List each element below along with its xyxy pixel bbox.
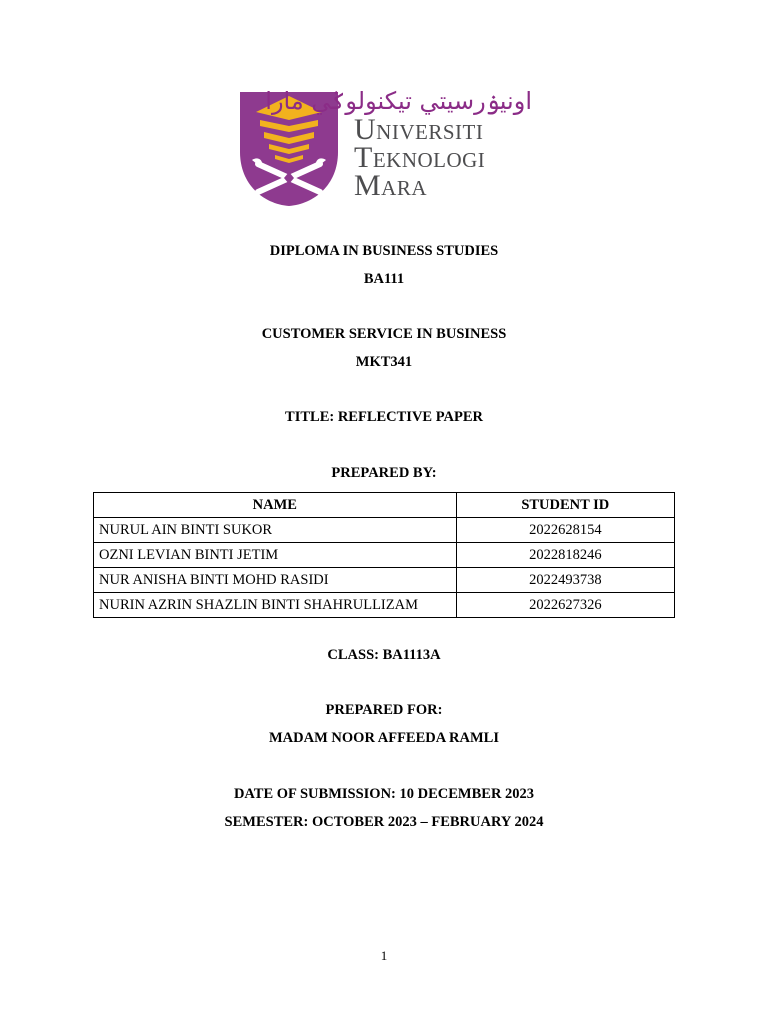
logo-word-mara: Mara — [354, 169, 428, 202]
member-student-id: 2022628154 — [456, 518, 674, 543]
programme-name: DIPLOMA IN BUSINESS STUDIES — [269, 243, 499, 259]
members-table — [93, 492, 675, 618]
table-row — [94, 543, 675, 568]
member-student-id: 2022627326 — [456, 593, 674, 618]
logo-word-teknologi: Teknologi — [354, 141, 486, 174]
lecturer-name: MADAM NOOR AFFEEDA RAMLI — [269, 730, 499, 746]
logo-jawi-text: اونيۏرسيتي تيکنولوݢي مارا — [265, 87, 532, 115]
column-header-name: NAME — [94, 493, 457, 518]
paper-title: TITLE: REFLECTIVE PAPER — [285, 409, 483, 425]
table-header-row — [94, 493, 675, 518]
table-row — [94, 518, 675, 543]
semester: SEMESTER: OCTOBER 2023 – FEBRUARY 2024 — [224, 814, 544, 830]
member-name: OZNI LEVIAN BINTI JETIM — [94, 543, 457, 568]
programme-code: BA111 — [363, 271, 405, 287]
course-name: CUSTOMER SERVICE IN BUSINESS — [261, 326, 507, 342]
member-name: NURIN AZRIN SHAZLIN BINTI SHAHRULLIZAM — [94, 593, 457, 618]
table-row — [94, 568, 675, 593]
logo-wordmark — [354, 113, 544, 202]
uitm-logo — [238, 86, 538, 206]
submission-date: DATE OF SUBMISSION: 10 DECEMBER 2023 — [233, 786, 535, 802]
page-number: 1 — [380, 948, 388, 963]
member-student-id: 2022818246 — [456, 543, 674, 568]
table-row — [94, 593, 675, 618]
logo-word-universiti: Universiti — [354, 113, 484, 146]
column-header-student-id: STUDENT ID — [456, 493, 674, 518]
prepared-for-heading: PREPARED FOR: — [325, 702, 443, 718]
course-code: MKT341 — [355, 354, 413, 370]
class-label: CLASS: BA1113A — [327, 647, 441, 663]
member-student-id: 2022493738 — [456, 568, 674, 593]
member-name: NUR ANISHA BINTI MOHD RASIDI — [94, 568, 457, 593]
member-name: NURUL AIN BINTI SUKOR — [94, 518, 457, 543]
prepared-by-heading: PREPARED BY: — [331, 465, 437, 481]
